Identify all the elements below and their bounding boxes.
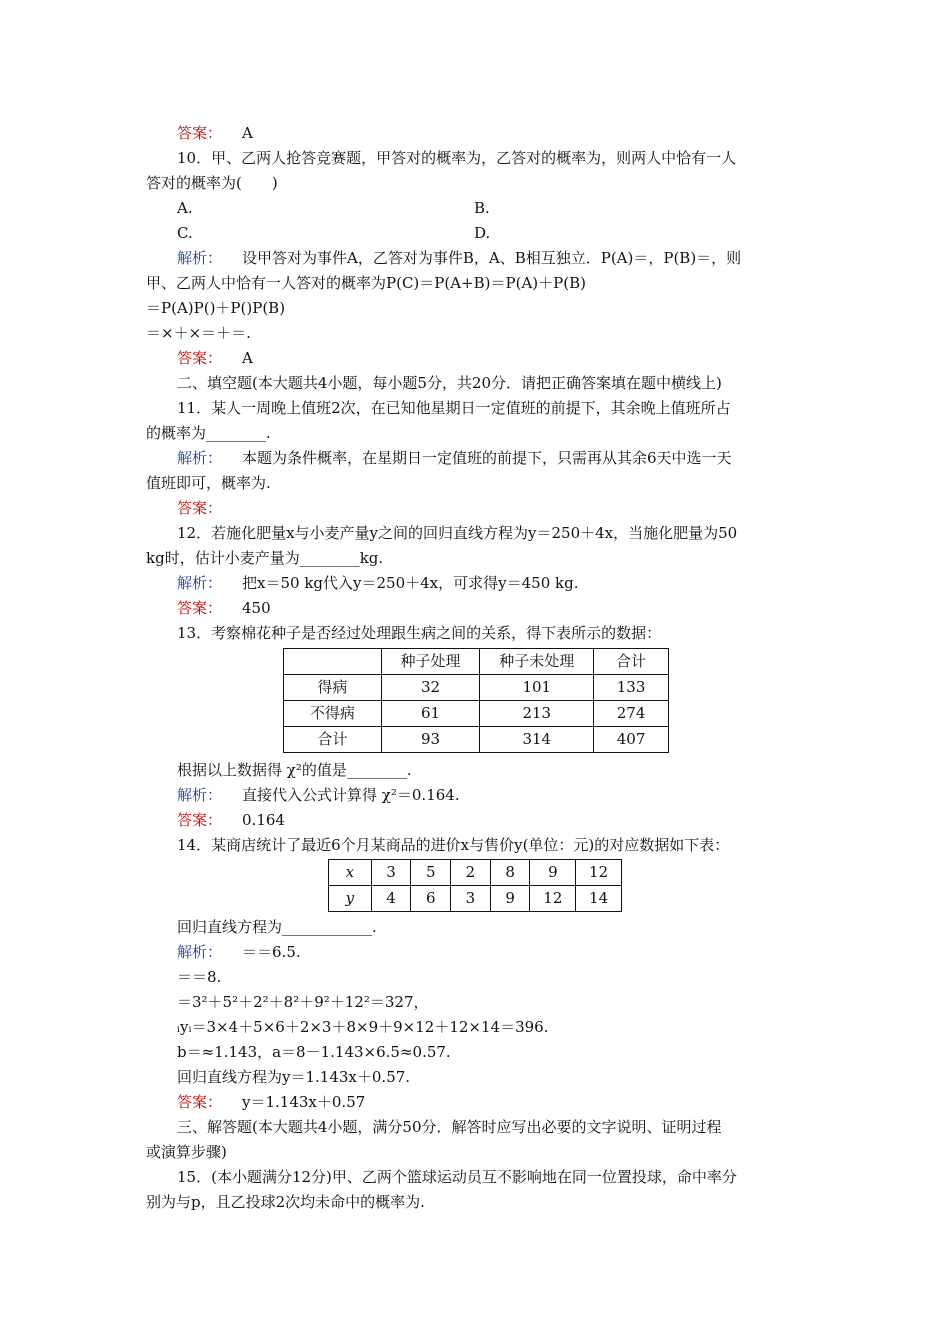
table-cell: 不得病	[284, 701, 382, 727]
table-cell: x	[329, 860, 372, 886]
q10-option-d: D.	[474, 224, 491, 242]
q12-answer-line	[177, 597, 271, 619]
answer-value: 0.164	[242, 811, 285, 829]
table-cell: 61	[381, 701, 480, 727]
q14-answer-line	[177, 1091, 365, 1113]
q11-stem-line2: 的概率为________.	[146, 424, 271, 442]
answer-label: 答案：	[177, 124, 223, 142]
table-header-row	[284, 649, 669, 675]
table-cell: 12	[530, 886, 576, 912]
q15-stem-line2: 别为与p，且乙投球2次均未命中的概率为.	[146, 1193, 425, 1211]
q9-answer-line	[177, 122, 253, 144]
q13-answer-line	[177, 809, 285, 831]
q14-data-table	[328, 859, 622, 912]
q13-contingency-table	[283, 648, 669, 753]
analysis-label: 解析：	[177, 249, 223, 267]
q14-analysis-line2: ＝＝8.	[177, 968, 222, 986]
analysis-text: 直接代入公式计算得 χ²＝0.164.	[242, 786, 460, 804]
table-cell: 合计	[594, 649, 669, 675]
table-cell: 种子未处理	[480, 649, 594, 675]
analysis-text: 把x＝50 kg代入y＝250＋4x，可求得y＝450 kg.	[242, 574, 579, 592]
q11-stem-line1: 11．某人一周晚上值班2次，在已知他星期日一定值班的前提下，其余晚上值班所占	[177, 399, 731, 417]
answer-value: y＝1.143x＋0.57	[242, 1093, 366, 1111]
analysis-label: 解析：	[177, 574, 223, 592]
analysis-label: 解析：	[177, 786, 223, 804]
q10-option-c: C.	[177, 224, 193, 242]
table-cell: 3	[371, 860, 411, 886]
q14-analysis-line4: ᵢyᵢ＝3×4＋5×6＋2×3＋8×9＋9×12＋12×14＝396.	[177, 1018, 549, 1036]
table-cell: 314	[480, 727, 594, 753]
analysis-text: 本题为条件概率，在星期日一定值班的前提下，只需再从其余6天中选一天	[242, 449, 732, 467]
table-cell: 407	[594, 727, 669, 753]
q14-analysis-line5: b＝≈1.143，a＝8－1.143×6.5≈0.57.	[177, 1043, 451, 1061]
q10-stem-line1: 10．甲、乙两人抢答竞赛题，甲答对的概率为，乙答对的概率为，则两人中恰有一人	[177, 149, 737, 167]
answer-label: 答案：	[177, 1093, 223, 1111]
q12-stem-line2: kg时，估计小麦产量为________kg.	[146, 549, 384, 567]
answer-value: A	[242, 124, 253, 142]
answer-value: 450	[242, 599, 271, 617]
answer-label: 答案：	[177, 811, 223, 829]
q13-stem: 13．考察棉花种子是否经过处理跟生病之间的关系，得下表所示的数据：	[177, 624, 662, 642]
table-cell: 5	[411, 860, 451, 886]
q12-analysis-line1	[177, 572, 578, 594]
q10-analysis-line1	[177, 247, 741, 269]
table-cell: 274	[594, 701, 669, 727]
table-row	[284, 727, 669, 753]
table-cell: 14	[576, 886, 622, 912]
q11-analysis-line1	[177, 447, 732, 469]
table-cell: 合计	[284, 727, 382, 753]
table-cell: 4	[371, 886, 411, 912]
q10-answer-line	[177, 347, 253, 369]
analysis-text: ＝＝6.5.	[242, 943, 301, 961]
table-cell	[284, 649, 382, 675]
q13-analysis-line1	[177, 784, 460, 806]
analysis-text: 设甲答对为事件A，乙答对为事件B，A、B相互独立．P(A)＝，P(B)＝，则	[242, 249, 742, 267]
q10-analysis-line3: ＝P(A)P()＋P()P(B)	[146, 299, 286, 317]
q13-question-line: 根据以上数据得 χ²的值是________.	[177, 761, 412, 779]
q11-analysis-line2: 值班即可，概率为.	[146, 474, 271, 492]
table-cell: 133	[594, 675, 669, 701]
table-cell: 种子处理	[381, 649, 480, 675]
table-cell: 101	[480, 675, 594, 701]
analysis-label: 解析：	[177, 449, 223, 467]
table-cell: 8	[490, 860, 530, 886]
answer-label: 答案：	[177, 349, 223, 367]
table-cell: 32	[381, 675, 480, 701]
table-cell: 9	[530, 860, 576, 886]
analysis-label: 解析：	[177, 943, 223, 961]
answer-value: A	[242, 349, 253, 367]
q12-stem-line1: 12．若施化肥量x与小麦产量y之间的回归直线方程为y＝250＋4x，当施化肥量为50	[177, 524, 738, 542]
q10-analysis-line4: ＝×＋×＝＋＝.	[146, 324, 251, 342]
table-row	[284, 701, 669, 727]
q10-analysis-line2: 甲、乙两人中恰有一人答对的概率为P(C)＝P(A+B)＝P(A)＋P(B)	[146, 274, 586, 292]
q11-answer-line	[177, 497, 222, 519]
table-cell: 3	[451, 886, 491, 912]
section3-title-line2: 或演算步骤)	[146, 1143, 227, 1161]
q14-analysis-line1	[177, 941, 301, 963]
table-cell: 93	[381, 727, 480, 753]
q14-analysis-line3: ＝3²＋5²＋2²＋8²＋9²＋12²＝327，	[177, 993, 429, 1011]
answer-label: 答案：	[177, 599, 223, 617]
table-cell: 213	[480, 701, 594, 727]
q14-stem: 14．某商店统计了最近6个月某商品的进价x与售价y(单位：元)的对应数据如下表：	[177, 836, 730, 854]
table-cell: y	[329, 886, 372, 912]
table-cell: 6	[411, 886, 451, 912]
section3-title-line1: 三、解答题(本大题共4小题，满分50分．解答时应写出必要的文字说明、证明过程	[177, 1118, 722, 1136]
section2-title: 二、填空题(本大题共4小题，每小题5分，共20分．请把正确答案填在题中横线上)	[177, 374, 722, 392]
table-cell: 得病	[284, 675, 382, 701]
table-row	[329, 886, 622, 912]
q10-option-a: A.	[177, 199, 193, 217]
answer-label: 答案：	[177, 499, 223, 517]
table-row	[284, 675, 669, 701]
table-row	[329, 860, 622, 886]
table-cell: 12	[576, 860, 622, 886]
q15-stem-line1: 15．(本小题满分12分)甲、乙两个篮球运动员互不影响地在同一位置投球，命中率分	[177, 1168, 737, 1186]
table-cell: 2	[451, 860, 491, 886]
q10-stem-line2: 答对的概率为( )	[146, 174, 278, 192]
q14-question-line: 回归直线方程为____________.	[177, 918, 377, 936]
q10-option-b: B.	[474, 199, 490, 217]
q14-analysis-line6: 回归直线方程为y＝1.143x＋0.57.	[177, 1068, 411, 1086]
table-cell: 9	[490, 886, 530, 912]
